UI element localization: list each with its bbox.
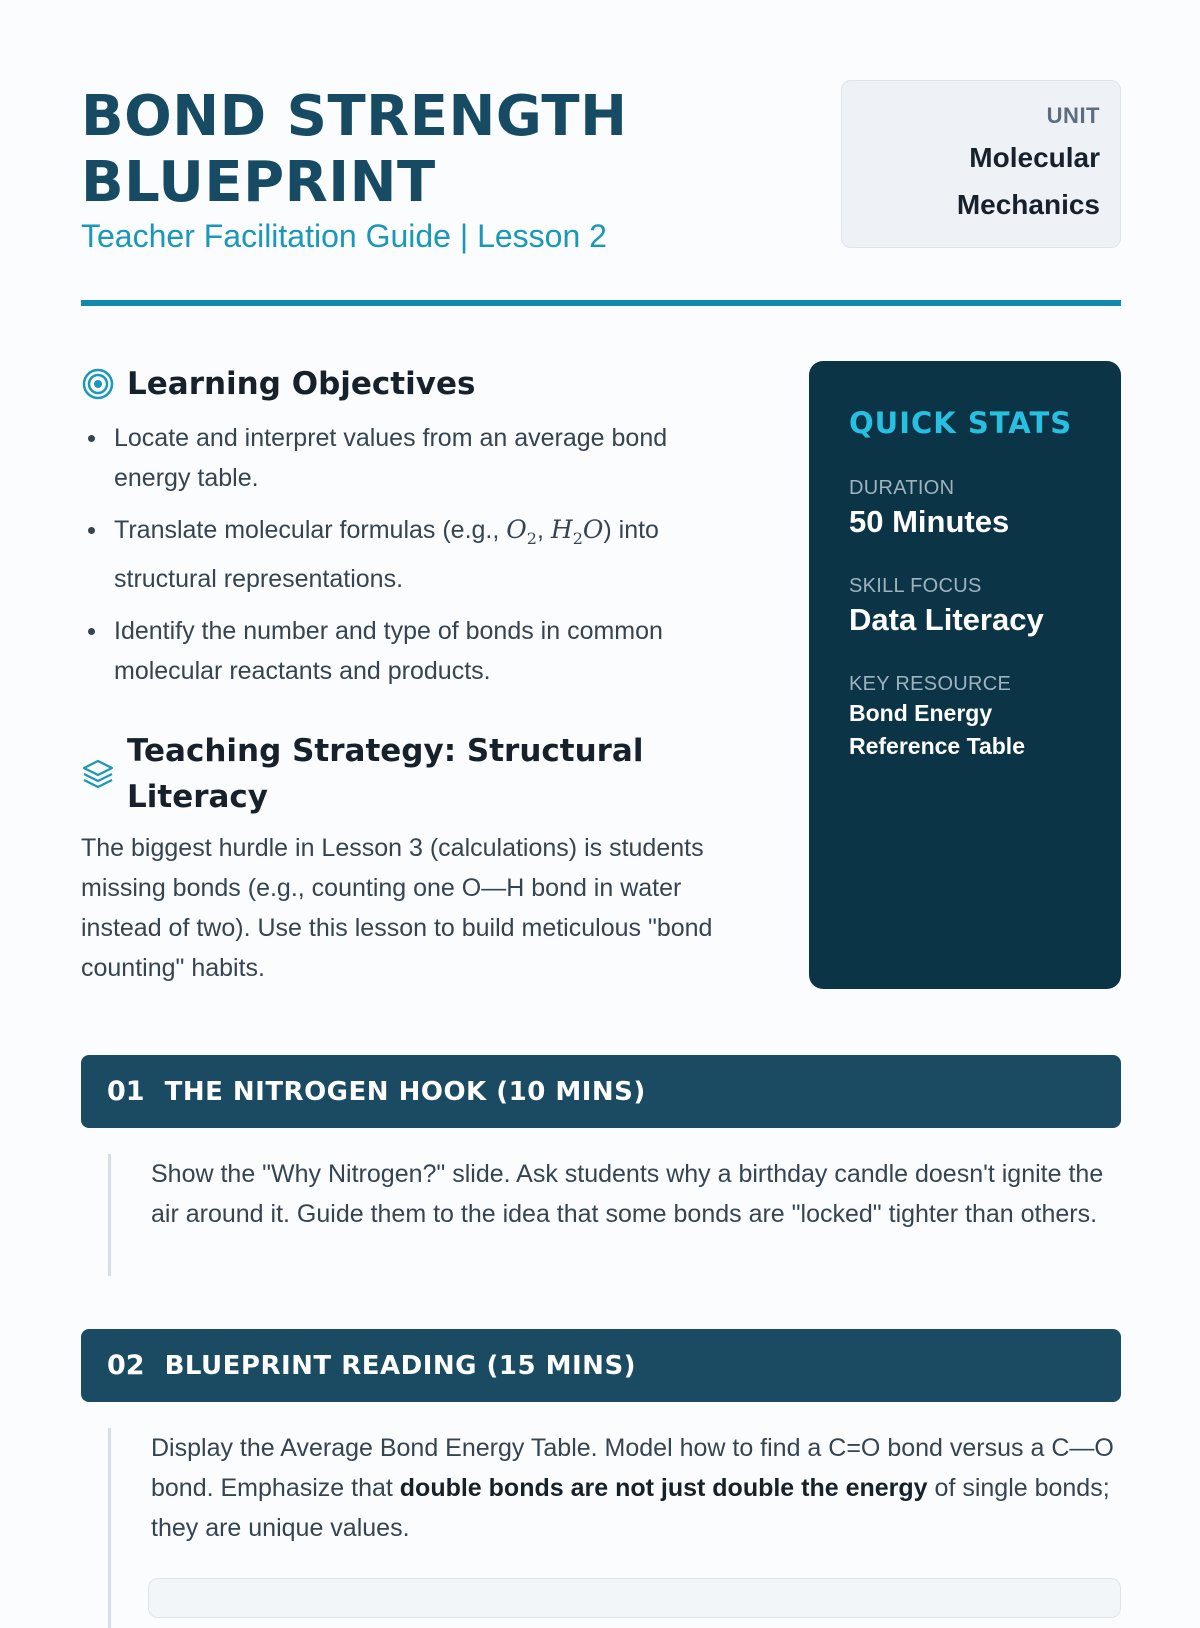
objectives-title: Learning Objectives — [127, 366, 476, 402]
objectives-list — [81, 418, 741, 703]
reference-box — [148, 1578, 1121, 1618]
formula-o2: $O_2$ — [506, 515, 537, 548]
step-number: 02 — [107, 1350, 145, 1381]
header-divider — [81, 300, 1121, 306]
unit-label: UNIT — [1046, 103, 1100, 128]
stat-label: SKILL FOCUS — [849, 575, 982, 597]
objective-text-2-mid: , — [536, 516, 551, 544]
step-01-body — [108, 1154, 1121, 1276]
header — [81, 80, 1121, 306]
stat-value: Data Literacy — [849, 602, 1044, 637]
stat-duration — [849, 475, 1121, 543]
objectives-header — [81, 361, 475, 407]
list-item — [81, 510, 741, 599]
stat-value: 50 Minutes — [849, 504, 1010, 539]
page-title: BOND STRENGTH BLUEPRINT — [81, 84, 628, 215]
stat-resource — [849, 671, 1121, 763]
step-text: Show the "Why Nitrogen?" slide. Ask students why a birthday candle doesn't ignite the air around it. Guide them to the idea that some bonds are "locked" tighter than others. — [151, 1160, 1104, 1228]
list-item — [81, 611, 741, 691]
stat-label: KEY RESOURCE — [849, 673, 1012, 695]
layers-icon — [81, 757, 115, 791]
strategy-title: Teaching Strategy: Structural Literacy — [127, 733, 644, 815]
step-title: THE NITROGEN HOOK (10 MINS) — [164, 1076, 646, 1107]
strategy-header — [81, 728, 761, 820]
page-subtitle: Teacher Facilitation Guide | Lesson 2 — [81, 218, 607, 254]
quick-stats-panel — [809, 361, 1121, 989]
stat-value: Bond Energy Reference Table — [849, 700, 1025, 759]
step-title: BLUEPRINT READING (15 MINS) — [164, 1350, 637, 1381]
unit-value-line2: Mechanics — [956, 189, 1100, 220]
emphasis-text: double bonds are not just double the energy — [399, 1474, 928, 1502]
objective-text-2-pre: Translate molecular formulas (e.g., — [114, 516, 507, 544]
objective-text-1: Locate and interpret values from an average bond energy table. — [114, 424, 668, 492]
formula-h2o: $H_2O$ — [550, 515, 604, 548]
step-text: Display the Average Bond Energy Table. Model how to find a C=O bond versus a C—O bond. Emphasize that double bonds are not just double the energy of single bonds; they are unique values. — [151, 1434, 1114, 1542]
objective-text-2-post: ) into structural representations. — [114, 516, 659, 593]
objective-text-3: Identify the number and type of bonds in common molecular reactants and products. — [114, 617, 663, 685]
stat-label: DURATION — [849, 477, 955, 499]
step-02-header — [81, 1329, 1121, 1402]
step-01-header — [81, 1055, 1121, 1128]
stat-skill — [849, 573, 1121, 641]
target-icon — [81, 367, 115, 401]
unit-card — [841, 80, 1121, 248]
step-number: 01 — [107, 1076, 145, 1107]
unit-value-line1: Molecular — [969, 142, 1100, 173]
strategy-body: The biggest hurdle in Lesson 3 (calculations) is students missing bonds (e.g., counting one O—H bond in water instead of two). Use this lesson to build meticulous "bond counting" habits. — [81, 834, 713, 982]
stats-title: QUICK STATS — [849, 406, 1073, 440]
list-item — [81, 418, 741, 498]
